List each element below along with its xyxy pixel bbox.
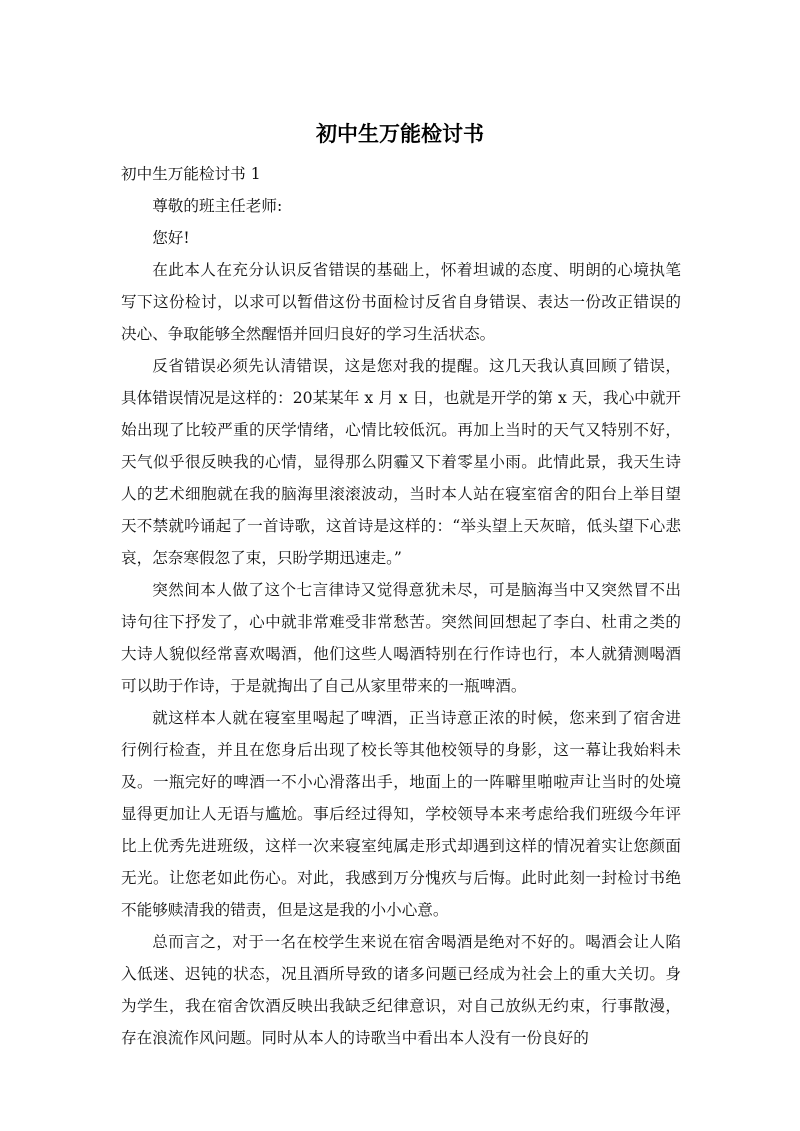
greeting: 您好!	[152, 229, 190, 247]
paragraph: 总而言之，对于一名在校学生来说在宿舍喝酒是绝对不好的。喝酒会让人陷入低迷、迟钝的状态，况且酒所导致的诸多问题已经成为社会上的重大关切。身为学生，我在宿舍饮酒反映出我缺乏纪律意识，对自己放纵无约束，行事散漫，存在浪流作风问题。同时从本人的诗歌当中看出本人没有一份良好的	[121, 933, 681, 1047]
paragraph: 在此本人在充分认识反省错误的基础上，怀着坦诚的态度、明朗的心境执笔写下这份检讨，以求可以暂借这份书面检讨反省自身错误、表达一份改正错误的决心、争取能够全然醒悟并回归良好的学习生活状态。	[121, 261, 681, 343]
document-title: 初中生万能检讨书	[316, 122, 484, 146]
paragraph: 突然间本人做了这个七言律诗又觉得意犹未尽，可是脑海当中又突然冒不出诗句往下抒发了，心中就非常难受非常愁苦。突然间回想起了李白、杜甫之类的大诗人貌似经常喜欢喝酒，他们这些人喝酒特别在行作诗也行，本人就猜测喝酒可以助于作诗，于是就掏出了自己从家里带来的一瓶啤酒。	[121, 581, 681, 695]
paragraph: 就这样本人就在寝室里喝起了啤酒，正当诗意正浓的时候，您来到了宿舍进行例行检查，并且在您身后出现了校长等其他校领导的身影，这一幕让我始料未及。一瓶完好的啤酒一不小心滑落出手，地面上的一阵噼里啪啦声让当时的处境显得更加让人无语与尴尬。事后经过得知，学校领导本来考虑给我们班级今年评比上优秀先进班级，这样一次来寝室纯属走形式却遇到这样的情况着实让您颜面无光。让您老如此伤心。对此，我感到万分愧疚与后悔。此时此刻一封检讨书绝不能够赎清我的错责，但是这是我的小小心意。	[121, 709, 681, 919]
document-body	[121, 158, 681, 1054]
salutation: 尊敬的班主任老师:	[152, 197, 283, 215]
section-heading: 初中生万能检讨书 1	[121, 165, 261, 183]
paragraph: 反省错误必须先认清错误，这是您对我的提醒。这几天我认真回顾了错误，具体错误情况是这样的：20某某年 x 月 x 日，也就是开学的第 x 天，我心中就开始出现了比较严重的厌学情绪，心情比较低沉。再加上当时的天气又特别不好，天气似乎很反映我的心情，显得那么阴霾又下着零星小雨。此情此景，我天生诗人的艺术细胞就在我的脑海里滚滚波动，当时本人站在寝室宿舍的阳台上举目望天不禁就吟诵起了一首诗歌，这首诗是这样的：“举头望上天灰暗，低头望下心悲哀，怎奈寒假忽了束，只盼学期迅速走。”	[121, 357, 681, 567]
